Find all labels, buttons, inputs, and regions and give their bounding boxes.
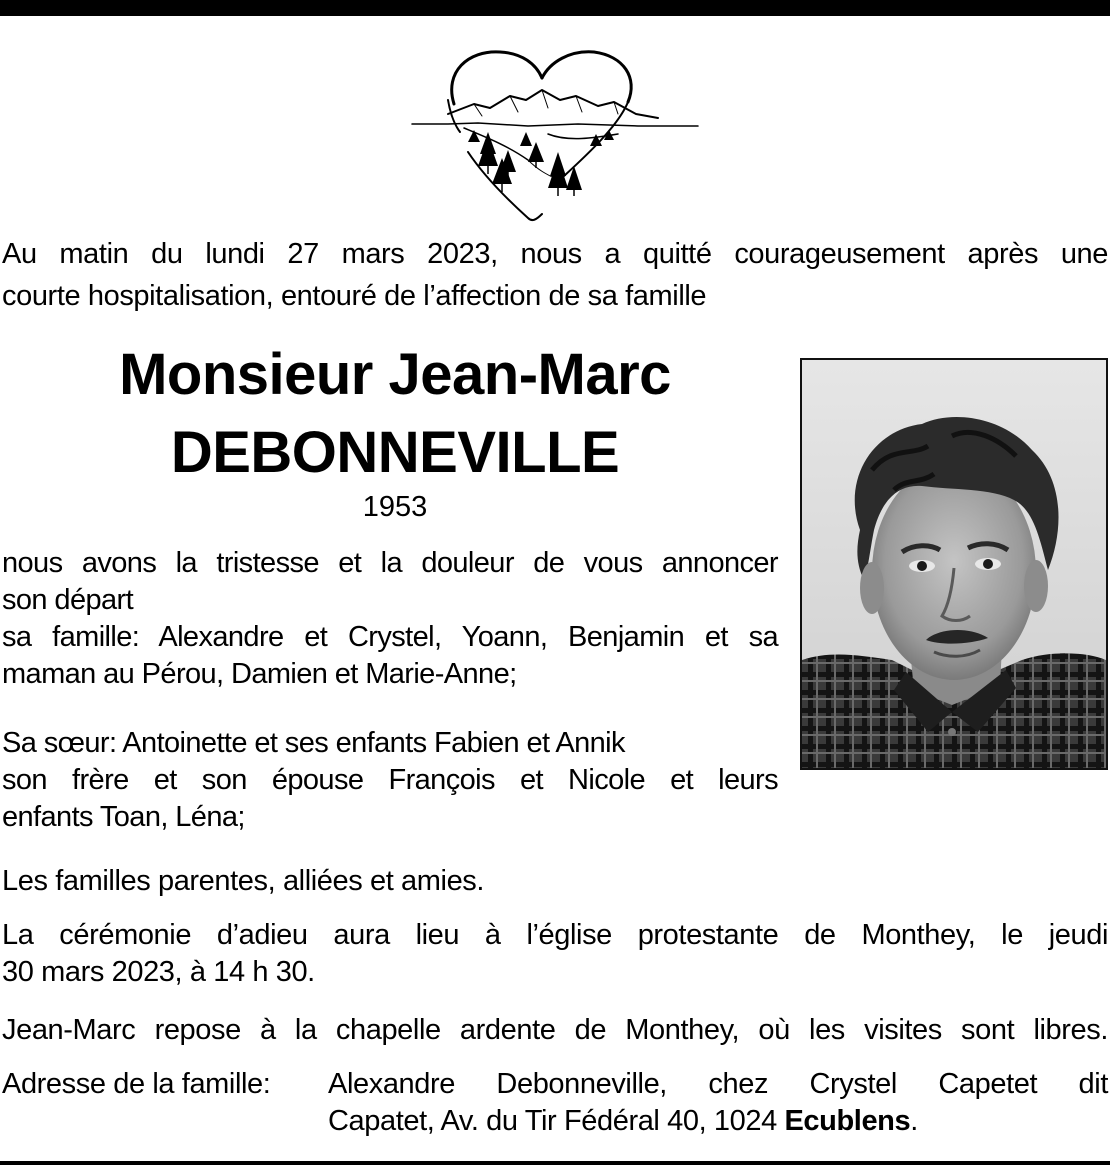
top-border-rule	[0, 0, 1110, 16]
portrait-photo	[800, 358, 1108, 770]
announcement-line-2: son départ	[2, 584, 134, 616]
ceremony-line-2: 30 mars 2023, à 14 h 30.	[2, 956, 315, 988]
siblings-line-1: Sa sœur: Antoinette et ses enfants Fabien et Annik	[2, 727, 625, 759]
chapel-paragraph	[2, 1012, 1108, 1049]
deceased-name-line-1: Monsieur Jean-Marc	[119, 342, 671, 407]
address-period: .	[910, 1105, 918, 1137]
siblings-line-3: enfants Toan, Léna;	[2, 801, 245, 833]
address-label: Adresse de la famille:	[2, 1068, 271, 1100]
intro-line-1: Au matin du lundi 27 mars 2023, nous a quitté courageusement après une	[2, 238, 1108, 270]
address-line-2	[328, 1103, 1108, 1140]
intro-line-2: courte hospitalisation, entouré de l’affection de sa famille	[2, 280, 707, 312]
address-line-1: Alexandre Debonneville, chez Crystel Capetet dit	[328, 1068, 1108, 1100]
family-line-2: maman au Pérou, Damien et Marie-Anne;	[2, 658, 517, 690]
address-street: Capatet, Av. du Tir Fédéral 40, 1024	[328, 1105, 785, 1137]
announcement-line-1: nous avons la tristesse et la douleur de vous annoncer	[2, 547, 778, 579]
relatives-line: Les familles parentes, alliées et amies.	[2, 865, 485, 897]
bottom-border-rule	[0, 1161, 1110, 1165]
birth-year: 1953	[362, 491, 428, 523]
family-line-1: sa famille: Alexandre et Crystel, Yoann, Benjamin et sa	[2, 621, 778, 653]
announcement-paragraph	[2, 545, 778, 693]
siblings-line-2: son frère et son épouse François et Nicole et leurs	[2, 764, 778, 796]
heart-mountain-landscape-icon	[408, 42, 708, 224]
chapel-line: Jean-Marc repose à la chapelle ardente de Monthey, où les visites sont libres.	[2, 1014, 1108, 1046]
ceremony-line-1: La cérémonie d’adieu aura lieu à l’église protestante de Monthey, le jeudi	[2, 919, 1108, 951]
deceased-name-line-2: DEBONNEVILLE	[170, 420, 620, 485]
ceremony-paragraph	[2, 917, 1108, 991]
portrait-illustration	[802, 360, 1106, 768]
siblings-paragraph	[2, 725, 778, 836]
relatives-paragraph	[2, 863, 1108, 900]
address-body	[328, 1066, 1108, 1140]
address-city: Ecublens	[784, 1105, 911, 1137]
